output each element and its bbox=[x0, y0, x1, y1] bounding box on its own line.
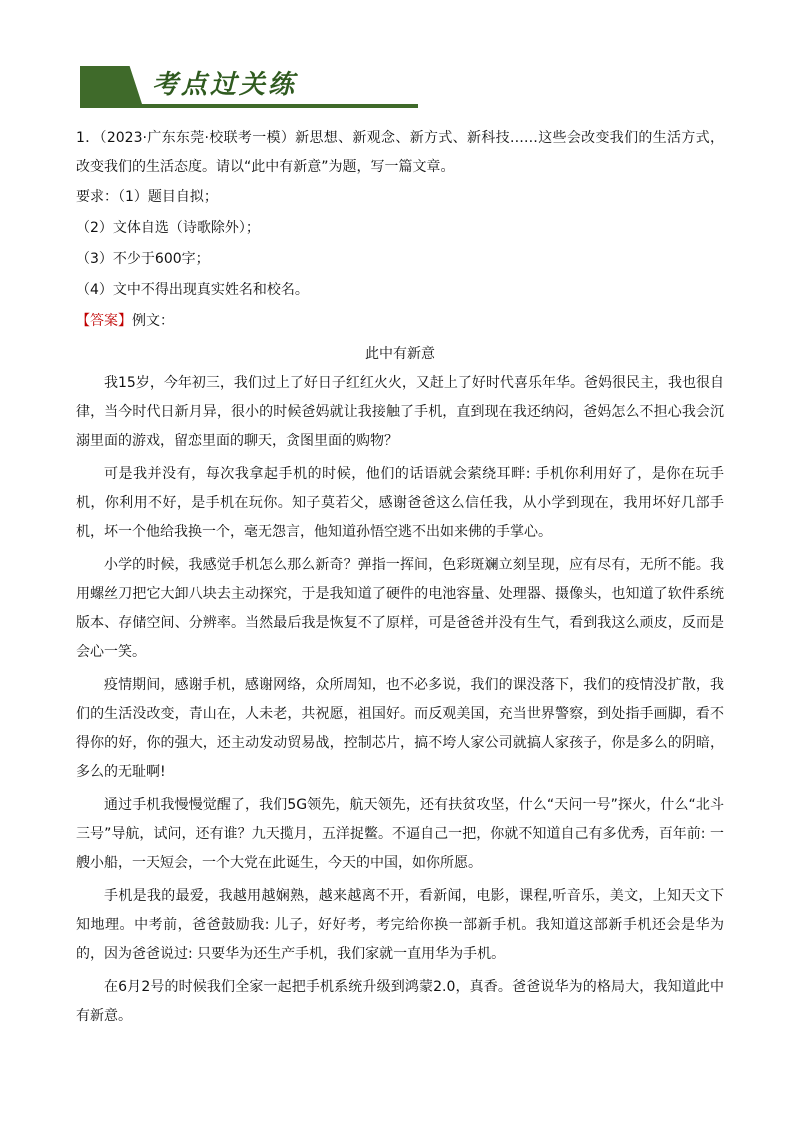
answer-heading bbox=[76, 306, 724, 337]
essay-paragraph: 疫情期间，感谢手机，感谢网络，众所周知，也不必多说，我们的课没落下，我们的疫情没扩散，我们的生活没改变，青山在，人未老，共祝愿，祖国好。而反观美国，充当世界警察，到处指手画脚，看不得你的好，你的强大，还主动发动贸易战，控制芯片，搞不垮人家公司就搞人家孩子，你是多么的阴暗，多么的无耻啊! bbox=[76, 677, 724, 780]
document-body bbox=[76, 124, 724, 1035]
essay-paragraph: 小学的时候，我感觉手机怎么那么新奇？弹指一挥间，色彩斑斓立刻呈现，应有尽有，无所不能。我用螺丝刀把它大卸八块去主动探究，于是我知道了硬件的电池容量、处理器、摄像头，也知道了软件系统版本、存储空间、分辨率。当然最后我是恢复不了原样，可是爸爸并没有生气，看到我这么顽皮，反而是会心一笑。 bbox=[76, 557, 724, 660]
essay-paragraph: 手机是我的最爱，我越用越娴熟，越来越离不开，看新闻，电影，课程,听音乐，美文，上知天文下知地理。中考前，爸爸鼓励我: 儿子，好好考，考完给你换一部新手机。我知道这部新手机还会是华为的，因为爸爸说过: 只要华为还生产手机，我们家就一直用华为手机。 bbox=[76, 888, 724, 962]
essay-paragraph: 在6月2号的时候我们全家一起把手机系统升级到鸿蒙2.0，真香。爸爸说华为的格局大，我知道此中有新意。 bbox=[76, 979, 724, 1024]
answer-label: 例文： bbox=[132, 313, 174, 329]
essay-title: 此中有新意 bbox=[365, 346, 435, 362]
essay-paragraph: 我15岁，今年初三，我们过上了好日子红红火火，又赶上了好时代喜乐年华。爸妈很民主，我也很自律，当今时代日新月异，很小的时候爸妈就让我接触了手机，直到现在我还纳闷，爸妈怎么不担心我会沉溺里面的游戏，留恋里面的聊天，贪图里面的购物？ bbox=[76, 375, 724, 449]
section-header bbox=[80, 66, 420, 110]
header-underline bbox=[80, 104, 418, 108]
requirement-1: 要求：（1）题目自拟； bbox=[76, 189, 218, 205]
answer-tag: 【答案】 bbox=[76, 313, 132, 329]
essay-paragraph: 可是我并没有，每次我拿起手机的时候，他们的话语就会萦绕耳畔: 手机你利用好了，是你在玩手机，你利用不好，是手机在玩你。知子莫若父，感谢爸爸这么信任我，从小学到现在，我用坏好几部手机，坏一个他给我换一个，毫无怨言，他知道孙悟空逃不出如来佛的手掌心。 bbox=[76, 466, 724, 540]
question-text: 1．（2023·广东东莞·校联考一模）新思想、新观念、新方式、新科技……这些会改变我们的生活方式，改变我们的生活态度。请以“此中有新意”为题，写一篇文章。 bbox=[76, 130, 724, 175]
essay-paragraph: 通过手机我慢慢觉醒了，我们5G领先，航天领先，还有扶贫攻坚，什么“天问一号”探火，什么“北斗三号”导航，试问，还有谁？九天揽月，五洋捉鳖。不逼自己一把，你就不知道自己有多优秀，百年前: 一艘小船，一天短会，一个大党在此诞生，今天的中国，如你所愿。 bbox=[76, 797, 724, 871]
section-title: 考点过关练 bbox=[152, 70, 298, 100]
requirement-4: （4）文中不得出现真实姓名和校名。 bbox=[76, 282, 309, 298]
requirement-3: （3）不少于600字； bbox=[76, 251, 210, 267]
header-decoration-shape bbox=[80, 66, 142, 104]
requirement-2: （2）文体自选（诗歌除外）； bbox=[76, 220, 260, 236]
